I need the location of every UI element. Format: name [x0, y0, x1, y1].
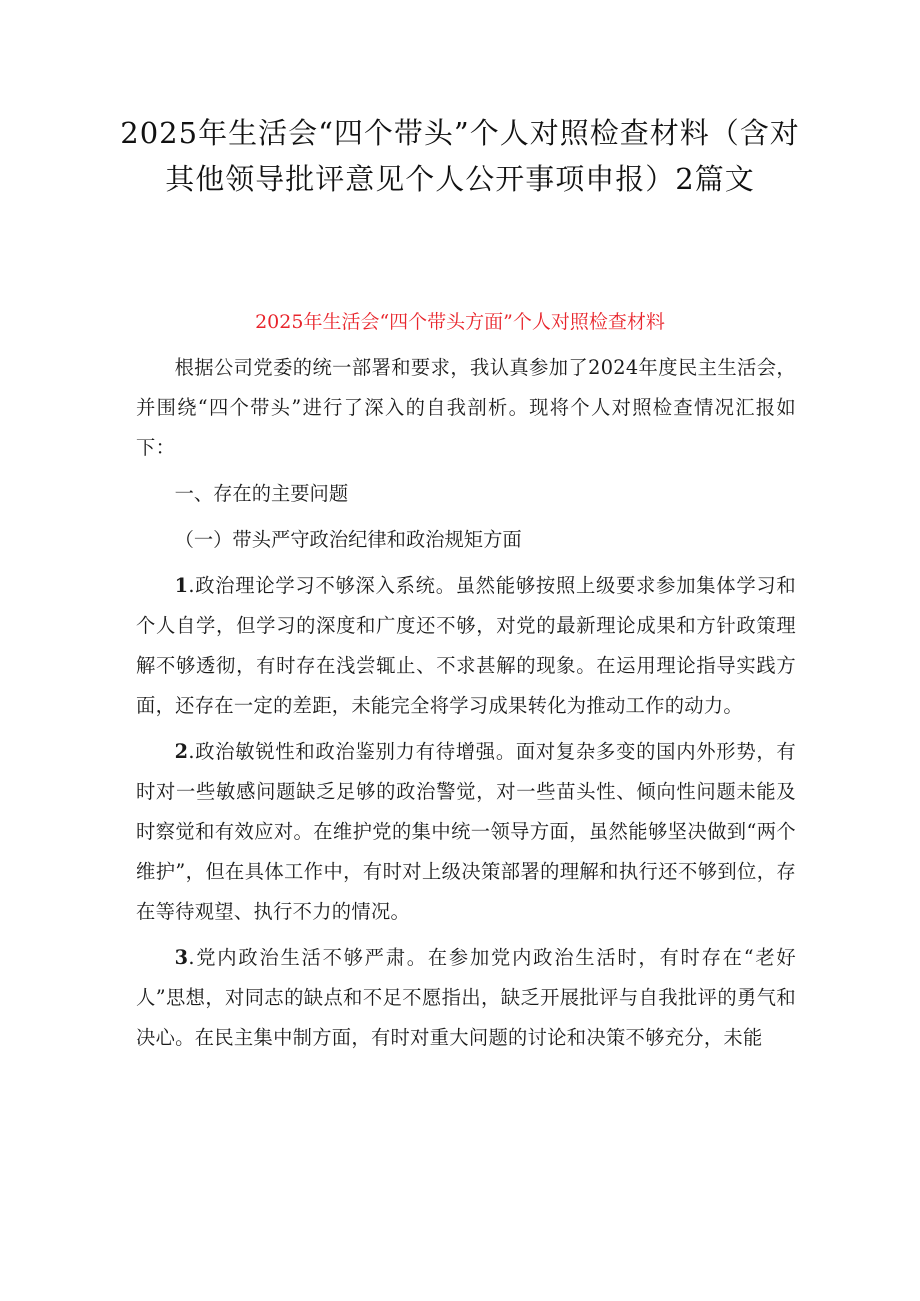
item-number: 1 [174, 574, 189, 597]
item-number: 3 [174, 946, 189, 969]
subsection-heading-discipline: （一）带头严守政治纪律和政治规矩方面 [174, 528, 522, 551]
item-text: .政治理论学习不够深入系统。虽然能够按照上级要求参加集体学习和个人自学，但学习的深度和广度还不够，对党的最新理论成果和方针政策理解不够透彻，有时存在浅尝辄止、不求甚解的现象。在运用理论指导实践方面，还存在一定的差距，未能完全将学习成果转化为推动工作的动力。 [136, 574, 796, 717]
document-title-line-2: 其他领导批评意见个人公开事项申报）2篇文 [165, 162, 755, 196]
list-item [136, 732, 796, 932]
document-title [120, 110, 800, 202]
section-heading-problems: 一、存在的主要问题 [174, 482, 349, 505]
list-item [136, 566, 796, 726]
section-subtitle: 2025年生活会“四个带头方面”个人对照检查材料 [255, 311, 665, 333]
document-body [136, 348, 796, 1064]
item-text: .政治敏锐性和政治鉴别力有待增强。面对复杂多变的国内外形势，有时对一些敏感问题缺乏足够的政治警觉，对一些苗头性、倾向性问题未能及时察觉和有效应对。在维护党的集中统一领导方面，虽然能够坚决做到“两个维护”，但在具体工作中，有时对上级决策部署的理解和执行还不够到位，存在等待观望、执行不力的情况。 [136, 740, 796, 923]
intro-paragraph: 根据公司党委的统一部署和要求，我认真参加了2024年度民主生活会，并围绕“四个带头”进行了深入的自我剖析。现将个人对照检查情况汇报如下： [136, 356, 796, 459]
item-text: .党内政治生活不够严肃。在参加党内政治生活时，有时存在“老好人”思想，对同志的缺点和不足不愿指出，缺乏开展批评与自我批评的勇气和决心。在民主集中制方面，有时对重大问题的讨论和决策不够充分，未能 [136, 946, 796, 1049]
item-number: 2 [174, 740, 189, 763]
document-title-line-1: 2025年生活会“四个带头”个人对照检查材料（含对 [120, 116, 800, 150]
list-item [136, 938, 796, 1058]
